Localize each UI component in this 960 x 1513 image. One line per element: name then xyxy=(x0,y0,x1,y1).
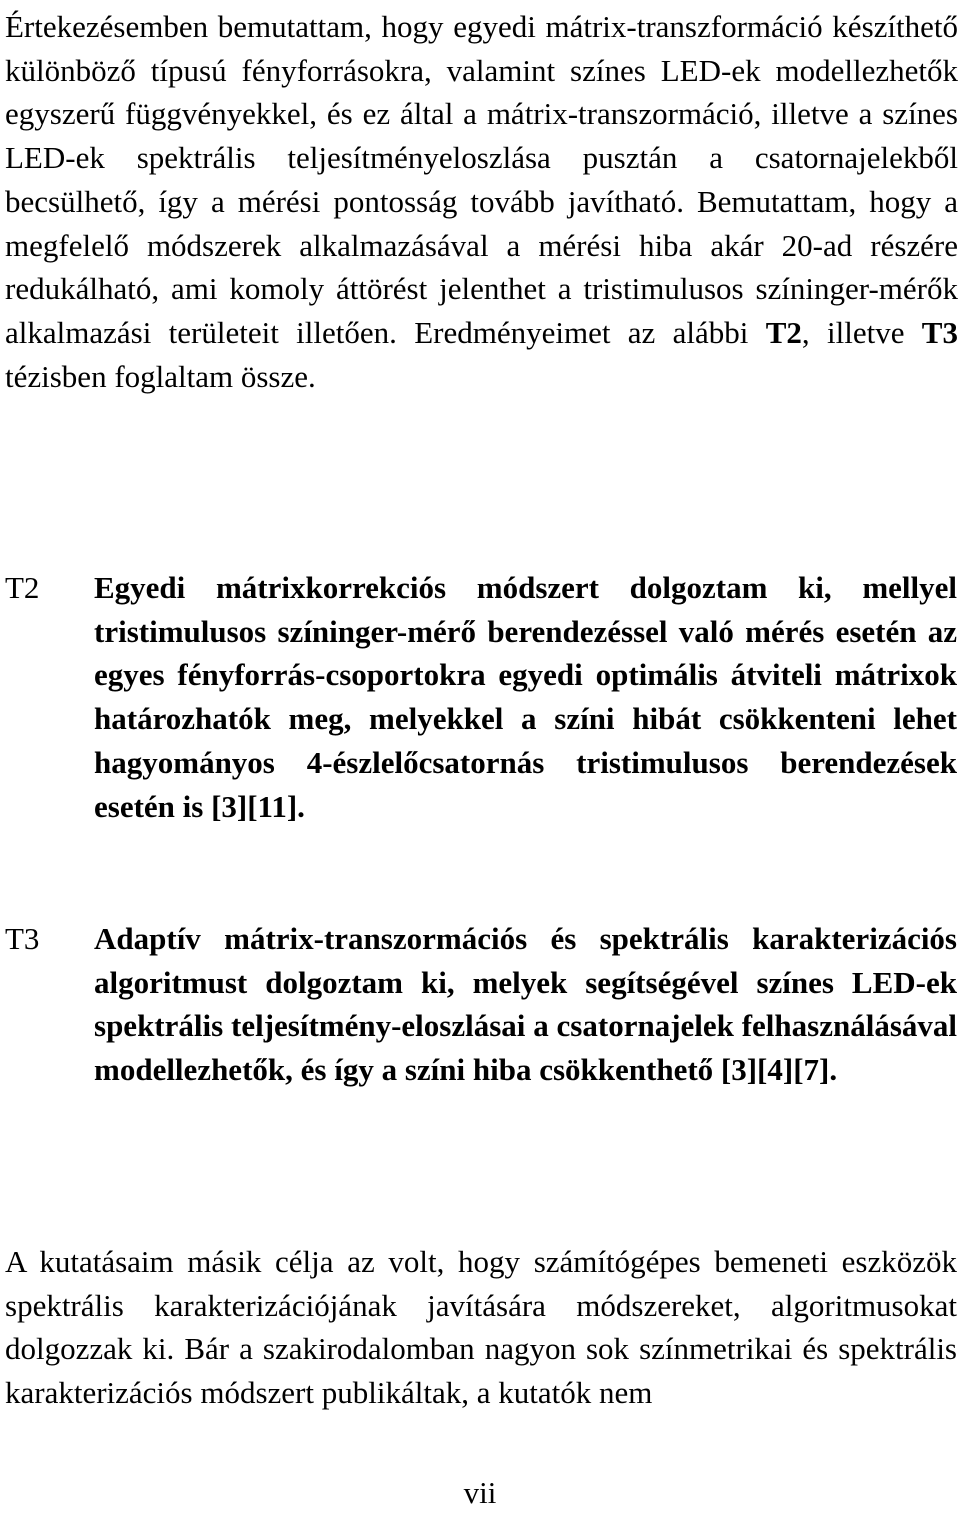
thesis-ref-t3: T3 xyxy=(921,314,958,350)
intro-text-between: , illetve xyxy=(801,314,922,350)
thesis-ref-t2: T2 xyxy=(765,314,802,350)
thesis-text: Adaptív mátrix-transzormációs és spektrális karakterizációs algoritmust dolgoztam ki, melyek segítségével színes LED-ek spektrális teljesítmény-eloszlásai a csatornajelek felhasználásával modellezhetők, és így a színi hiba csökkenthető [3][4][7]. xyxy=(94,921,957,1088)
intro-text-end: tézisben foglaltam össze. xyxy=(5,358,316,394)
closing-paragraph: A kutatásaim másik célja az volt, hogy számítógépes bemeneti eszközök spektrális karakterizációjának javítására módszereket, algoritmusokat dolgozzak ki. Bár a szakirodalomban nagyon sok színmetrikai és spektrális karakterizációs módszert publikáltak, a kutatók nem xyxy=(5,1244,957,1411)
page-number: vii xyxy=(463,1475,497,1510)
intro-paragraph xyxy=(5,5,958,398)
thesis-label: T3 xyxy=(5,921,40,956)
thesis-text: Egyedi mátrixkorrekciós módszert dolgoztam ki, mellyel tristimulusos színinger-mérő berendezéssel való mérés esetén az egyes fényforrás-csoportokra egyedi optimális átviteli mátrixok határozhatók meg, melyekkel a színi hibát csökkenteni lehet hagyományos 4-észlelőcsatornás tristimulusos berendezések esetén is [3][11]. xyxy=(94,570,957,824)
thesis-label: T2 xyxy=(5,570,40,605)
intro-text: Értekezésemben bemutattam, hogy egyedi mátrix-transzformáció készíthető különböző típusú fényforrásokra, valamint színes LED-ek modellezhetők egyszerű függvényekkel, és ez által a mátrix-transzormáció, illetve a színes LED-ek spektrális teljesítményeloszlása pusztán a csatornajelekből becsülhető, így a mérési pontosság tovább javítható. Bemutattam, hogy a megfelelő módszerek alkalmazásával a mérési hiba akár 20-ad részére redukálható, ami komoly áttörést jelenthet a tristimulusos színinger-mérők alkalmazási területeit illetően. Eredményeimet az alábbi xyxy=(5,9,958,350)
